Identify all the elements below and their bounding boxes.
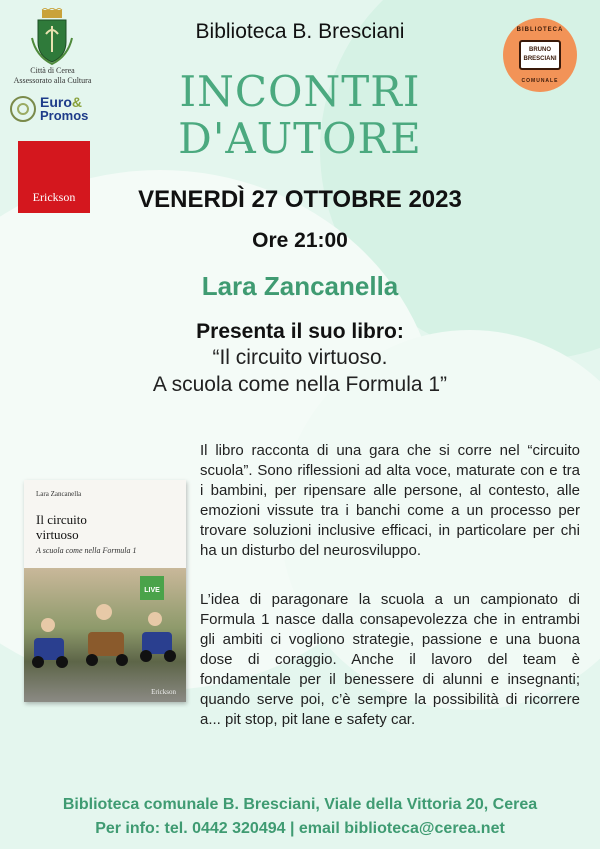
cover-title-line1: Il circuito [36,512,87,527]
poster-title-line2: D'AUTORE [178,114,422,163]
book-cover-image [24,480,186,702]
presents-heading: Presenta il suo libro: [196,320,404,343]
comune-department: Assessorato alla Cultura [13,76,92,85]
cover-title [36,512,87,542]
book-title-line1: “Il circuito virtuoso. [212,346,388,369]
event-time: Ore 21:00 [252,229,348,252]
europromos-promos: Promos [40,108,89,123]
library-name: Biblioteca B. Bresciani [195,20,405,43]
cover-author: Lara Zancanella [36,490,82,498]
cover-title-line2: virtuoso [36,527,79,542]
library-badge-top: BIBLIOTECA [516,27,564,33]
description-paragraph: L’idea di paragonare la scuola a un campionato di Formula 1 nasce dalla consapevolezza che in entrambi gli ambiti ci vogliono strategie, passione e una buona dose di coraggio. Anche il lavoro del team è fondamentale per il benessere di alunni e insegnanti; quando serve poi, c’è sempre la possibilità di ricorrere a... pit stop, pit lane e safety car. [200,591,580,728]
erickson-logo-text: Erickson [32,190,76,204]
footer-address: Biblioteca comunale B. Bresciani, Viale della Vittoria 20, Cerea [62,796,538,813]
europromos-amp: & [71,94,83,110]
author-name: Lara Zancanella [201,271,399,301]
library-badge-bottom: COMUNALE [521,78,559,84]
description-paragraph: Il libro racconta di una gara che si corre nel “circuito scuola”. Sono riflessioni ad alta voce, maturate con e tra i bambini, per ripensare alle persone, al contesto, alle emozioni vissute tra i banchi come a un processo per trovare soluzioni inclusive efficaci, in particolare per chi ha un disturbo del neurosviluppo. [200,442,580,559]
library-badge-name1: BRUNO [529,47,551,53]
europromos-euro: Euro [40,94,72,110]
library-badge-name2: BRESCIANI [523,56,557,62]
poster-title-line1: INCONTRI [179,67,421,116]
book-title-line2: A scuola come nella Formula 1” [152,373,448,396]
cover-subtitle: A scuola come nella Formula 1 [36,546,137,555]
comune-name: Città di Cerea [30,66,75,75]
live-badge: LIVE [140,576,164,600]
cover-publisher: Erickson [151,688,176,696]
book-icon [519,40,561,70]
footer-contacts: Per info: tel. 0442 320494 | email biblioteca@cerea.net [95,820,505,837]
event-date: VENERDÌ 27 OTTOBRE 2023 [138,186,462,213]
